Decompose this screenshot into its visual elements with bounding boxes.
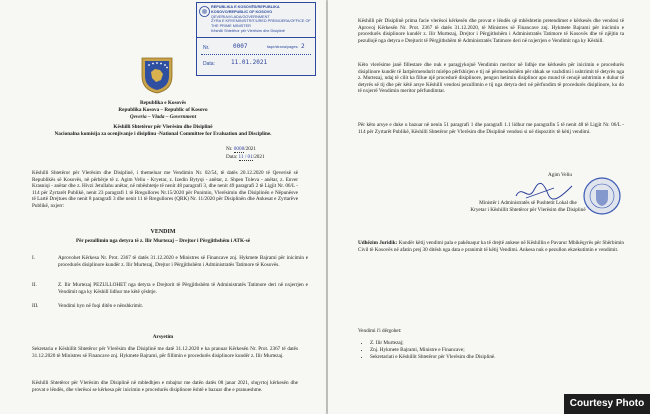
reasoning-paragraph-1: Sekretaria e Këshillit Shtetëror për Vlerësim dhe Disiplinë me datë 31.12.2020 e ka pranuar Kërkesën Nr. Prot. 2367 të datës 31.12.2020 të Ministres së Financave znj. Hykmete Bajrami, për fillimin e procedurës disiplinore kundër z. Ilir Murtezaj. bbox=[32, 346, 298, 359]
decision-item-number: I. bbox=[32, 255, 36, 261]
handwritten-signature-icon bbox=[514, 180, 574, 202]
document-number: Nr. 0008/2021 bbox=[226, 146, 256, 152]
signer-title-2: Kryetar i Këshillit Shtetëror për Vlerësim dhe Disiplinë bbox=[470, 207, 586, 213]
header-line-5: Nacionalna komisija za ocenjivanje i disiplinu -National Committee for Evaluation and Discipline. bbox=[54, 131, 272, 137]
stamp-title-1: REPUBLIKA E KOSOVËS/REPUBLIKA KOSOVO/REPUBLIC OF KOSOVO bbox=[211, 5, 280, 14]
stamp-pages-value: 2 bbox=[301, 43, 305, 50]
stamp-date-value: 11.01.2021 bbox=[231, 59, 268, 66]
courtesy-photo-watermark: Courtesy Photo bbox=[564, 394, 650, 414]
kosovo-coat-of-arms-icon bbox=[140, 56, 174, 94]
stamp-emblem-icon bbox=[199, 6, 210, 17]
list-item: • Sekretariati e Këshillit Shtetëror për Vlerësim dhe Disiplinë. bbox=[370, 354, 624, 361]
stamp-title-2: QEVERIA/VLADA/GOVERNMENT bbox=[211, 14, 270, 19]
right-paragraph-2: Këto vlerësime janë fillestare dhe nuk e paragjykojnë Vendimin meritor në lidhje me kërkesën për inicimin e procedurës disiplinore kundër të Iartpërmendurit mirëpo përfshirjen e tij në përmendoshëm për shkak se vazhdimi i ushtrimit të detyrës nga z. Murtezaj, ndaj të cilit ka fillue një procedurë disiplinore, pengon hetimin disiplinor apo mund të cenojë ushtrimin e duhur të detyrës së tij dhe për këtë arsye Këshilli vendosi pezullimin e tij nga detyra deri në përfundim të procedurës disiplinore, ku do të nxjerrë Vendimin meritor përfundimtar. bbox=[358, 62, 624, 95]
decision-title: VENDIM bbox=[150, 229, 176, 235]
header-line-1: Republika e Kosovës bbox=[139, 100, 187, 106]
stamp-title-4: Këshilli Shtetëror për Vlerësim dhe Disiplinë bbox=[211, 28, 285, 33]
decision-item-text: Z. Ilir Murtezaj PEZULLOHET nga detyra e Drejtorit të Përgjithshëm të Administratës Tatimore deri në nxjerrjen e Vendimit nga ky Këshill lidhur me këtë çështje. bbox=[58, 282, 308, 295]
legal-instruction-text: Kundër këtij vendimi pala e pakënaqur ka të drejtë ankese në Këshillin e Pavarur Mbikëqyrës për Shërbimin Civil të Kosovës në afatin prej 30 ditësh nga data e pranimit të këtij Vendimi. Ankesa nuk e pezullon ekzekutimin e vendimit. bbox=[358, 240, 625, 253]
legal-instruction bbox=[358, 240, 624, 253]
decision-item-text: Aprovohet Kërkesa Nr. Prot. 2367 të datës 31.12.2020 e Ministres së Financave znj. Hykmete Bajrami për inicimin e procedurës disiplinore kundër z. Ilir Murtezaj, Drejtor i Përgjithshëm i Administratës Tatimore të Kosovës. bbox=[58, 255, 308, 268]
stamp-nr-label: Nr. bbox=[203, 45, 210, 51]
registry-stamp bbox=[196, 2, 316, 76]
recipients-list bbox=[358, 340, 624, 361]
signer-name: Agim Veliu bbox=[548, 172, 572, 178]
decision-subtitle: Për pezullimin nga detyra të z. Ilir Murtezaj – Drejtor i Përgjithshëm i ATK-së bbox=[75, 238, 251, 244]
decision-item-number: II. bbox=[32, 282, 37, 288]
recipients-label: Vendimi i'i dërgohet: bbox=[358, 328, 402, 334]
list-item: • Znj. Hykmete Bajrami, Ministre e Financave; bbox=[370, 347, 624, 354]
right-paragraph-3: Për këto arsye e duke u bazuar në nenin 51 paragrafi 1 dhe paragrafi 1.1 lidhur me paragrafin 5 të nenit 48 të Ligjit Nr. 06/L - 114 për Zyrtarët Publikë, Këshilli Shtetëror për Vlerësim dhe Disiplinë vendosi si në dispozitiv të këtij vendimi. bbox=[358, 122, 624, 135]
decision-item-text: Vendimi hyn në fuqi ditën e nënshkrimit. bbox=[58, 303, 144, 309]
header-line-3: Qeveria – Vlada – Government bbox=[129, 114, 197, 120]
stamp-nr-value: 0007 bbox=[233, 43, 248, 50]
intro-paragraph: Këshilli Shtetëror për Vlerësim dhe Disiplinë, i themeluar me Vendimin Nr. 02/54, të datës 20.12.2020 të Qeverisë së Republikës së Kosovës, në përbërje të z. Agim Veliu - Kryetar, z. Izedin Bytyqi - anëtar, z. Shpen Toleva - anëtar, z. Enver Krasniqi - anëtar dhe z. Hivzi Jetullahu anëtar, në mbështetje të nenit 48 paragrafi 3, dhe nenit 49 paragrafi 2 të Ligjit Nr. 06/L - 114 për Zyrtarët Publikë, nenit 23 paragrafi 1 të Rregullores Nr.15/2020 për Punimin, Vlerësimin dhe Disiplinën e Nëpunësve të Lartë Drejtues dhe nenit 8 paragrafi 3 dhe nenit 11 të Rregullores (QRK) Nr. 11/2020 për Disiplinën dhe Ankesat e Zyrtarëve Publikë, nxjerr: bbox=[32, 170, 298, 209]
header-line-2: Republika Kosova – Republic of Kosovo bbox=[118, 107, 208, 113]
legal-instruction-label: Udhëzim Juridik: bbox=[358, 240, 398, 246]
stamp-pages-label: faqe/strana/pages: bbox=[267, 45, 299, 49]
header-line-4: Këshilli Shtetëror për Vlerësim dhe Disiplinë bbox=[113, 124, 213, 130]
reasoning-title: Arsyetim bbox=[152, 334, 174, 340]
document-page-right bbox=[328, 0, 650, 414]
reasoning-paragraph-2: Këshilli Shtetëror për Vlerësim dhe Disiplinë në mbledhjen e mbajtur me datën datës 08 janar 2021, shqyrtoj kërkesën dhe provat e lëndës, dhe vlerësoi se kërkesa për inicimin e procedurës disiplinore është e bazuar dhe e pranueshme. bbox=[32, 380, 298, 393]
list-item: • Z. Ilir Murtezaj; bbox=[370, 340, 624, 347]
stamp-title-3: ZYRA E KRYEMINISTRIT/URED PREMIJERA/OFFICE OF THE PRIME MINISTER bbox=[211, 19, 311, 29]
decision-item-number: III. bbox=[32, 303, 39, 309]
right-paragraph-1: Këshilli për Disiplinë prima facie vlerësoi kërkesën dhe provat e lëndës që mbështetin pretendimet e kërkesës dhe vendosi të Aprovoj Kërkesën Nr. Prot. 2367 të datës 31.12.2020, të Ministres së Financave znj. Hykmete Bajrami për inicimin e procedurës disiplinore kundër z. Ilir Murtezaj, Drejtor i Përgjithshëm i Administratës Tatimore të Kosovës dhe të njëjtin ta pezullojë nga detyra e Drejtorit të Përgjithshëm të Administratës Tatimore deri në nxjerrjen e Vendimit nga ky Këshill. bbox=[358, 18, 624, 44]
stamp-date-label: Data: bbox=[203, 61, 215, 67]
signer-title-1: Ministër i Administratës së Pushtetit Lokal dhe bbox=[479, 200, 577, 206]
document-date: Data: 11 / 01/2021 bbox=[226, 154, 265, 160]
